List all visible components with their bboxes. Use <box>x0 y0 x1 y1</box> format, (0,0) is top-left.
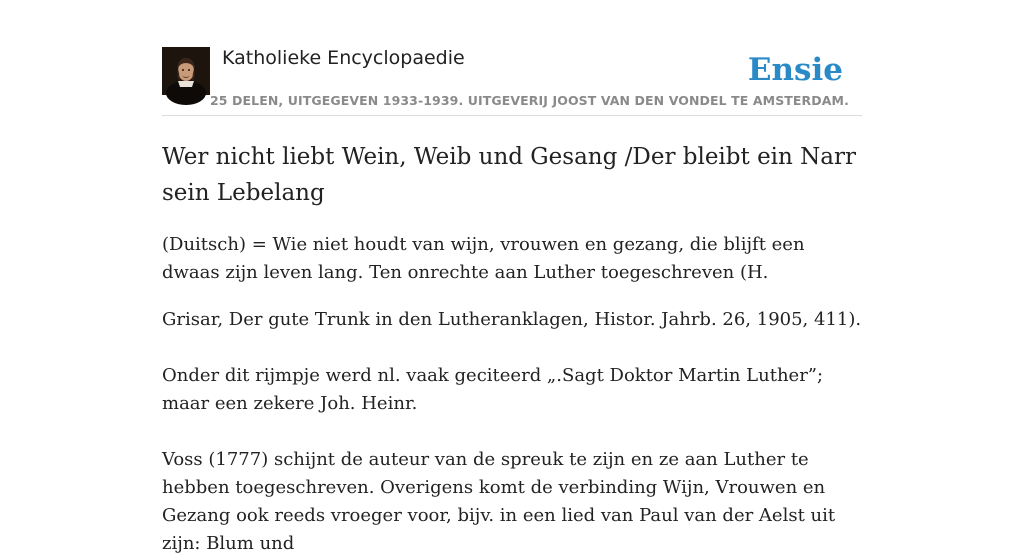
article-paragraph: Voss (1777) schijnt de auteur van de spreuk te zijn en ze aan Luther te hebben toegeschreven. Overigens komt de verbinding Wijn, Vrouwen en Gezang ook reeds vroeger voor, bijv. in een lied van Paul van der Aelst uit zijn: Blum und <box>162 449 836 554</box>
brand-logo[interactable]: Ensie <box>747 52 843 88</box>
article-paragraph: Grisar, Der gute Trunk in den Lutheranklagen, Histor. Jahrb. 26, 1905, 411). <box>162 309 862 330</box>
article-paragraph: (Duitsch) = Wie niet houdt van wijn, vrouwen en gezang, die blijft een dwaas zijn leven lang. Ten onrechte aan Luther toegeschreven (H. <box>162 234 805 283</box>
source-avatar[interactable] <box>162 47 210 95</box>
article-paragraph: Onder dit rijmpje werd nl. vaak geciteerd „.Sagt Doktor Martin Luther”; maar een zekere Joh. Heinr. <box>162 365 824 414</box>
source-header <box>162 46 862 116</box>
page-container <box>162 46 862 558</box>
portrait-icon <box>162 47 210 95</box>
source-subtitle: 25 DELEN, UITGEGEVEN 1933-1939. UITGEVERIJ JOOST VAN DEN VONDEL TE AMSTERDAM. <box>210 93 849 108</box>
article-title: Wer nicht liebt Wein, Weib und Gesang /Der bleibt ein Narr sein Lebelang <box>162 144 856 206</box>
source-title[interactable]: Katholieke Encyclopaedie <box>222 47 465 69</box>
